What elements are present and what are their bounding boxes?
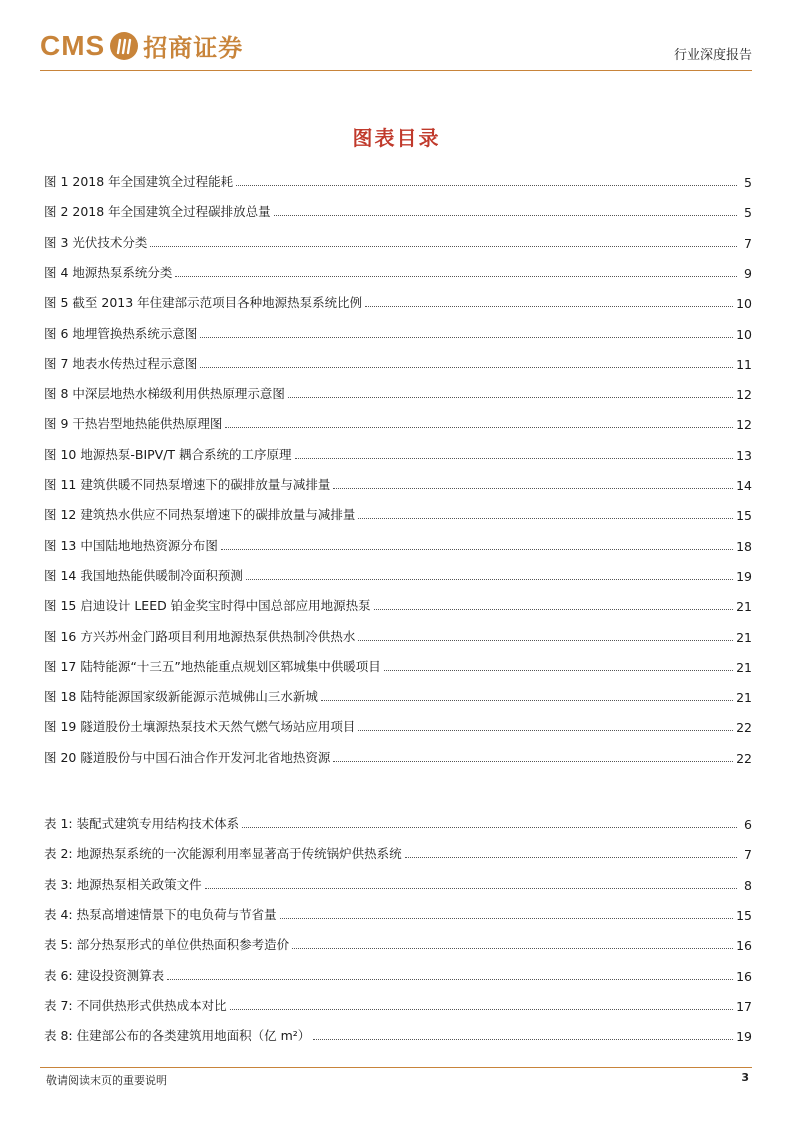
figure-entry-label: 图 10 地源热泵-BIPV/T 耦合系统的工序原理 [44, 446, 292, 462]
figure-entry[interactable] [44, 503, 752, 523]
table-entry-page: 7 [744, 847, 752, 863]
dot-leader [405, 856, 737, 858]
figure-entry-page: 11 [736, 356, 752, 372]
figure-entry-page: 21 [736, 659, 752, 675]
figure-entry[interactable] [44, 564, 752, 584]
figure-entry-page: 15 [736, 508, 752, 524]
table-entry-label: 表 5: 部分热泵形式的单位供热面积参考造价 [44, 937, 290, 953]
table-entry[interactable] [44, 842, 752, 862]
figure-entry-page: 21 [736, 599, 752, 615]
figure-entry[interactable] [44, 322, 752, 342]
figure-entry-label: 图 20 隧道股份与中国石油合作开发河北省地热资源 [44, 749, 331, 765]
figure-entry-label: 图 17 陆特能源“十三五”地热能重点规划区郓城集中供暖项目 [44, 658, 381, 674]
logo-emblem-icon [109, 31, 139, 61]
figure-entry-label: 图 19 隧道股份土壤源热泵技术天然气燃气场站应用项目 [44, 719, 356, 735]
figure-entry-page: 22 [736, 720, 752, 736]
figure-entry-page: 9 [744, 265, 752, 281]
figure-entry-page: 12 [736, 387, 752, 403]
page-number: 3 [741, 1071, 749, 1084]
table-entry[interactable] [44, 933, 752, 953]
table-entry-page: 19 [736, 1029, 752, 1045]
dot-leader [200, 366, 733, 368]
table-entry-page: 8 [744, 877, 752, 893]
dot-leader [150, 245, 737, 247]
figure-entry-label: 图 15 启迪设计 LEED 铂金奖宝时得中国总部应用地源热泵 [44, 598, 371, 614]
figure-entry-page: 10 [736, 296, 752, 312]
dot-leader [313, 1038, 733, 1040]
figure-entry[interactable] [44, 200, 752, 220]
dot-leader [365, 305, 733, 307]
logo-latin-text: CMS [40, 29, 106, 61]
table-entry-label: 表 4: 热泵高增速情景下的电负荷与节省量 [44, 906, 277, 922]
dot-leader [221, 548, 733, 550]
dot-leader [358, 729, 733, 731]
dot-leader [358, 517, 733, 519]
figure-entry[interactable] [44, 261, 752, 281]
table-entry-page: 6 [744, 817, 752, 832]
table-entry-label: 表 6: 建设投资测算表 [44, 967, 165, 983]
figure-entry[interactable] [44, 291, 752, 311]
dot-leader [333, 760, 733, 762]
table-entry-page: 15 [736, 907, 752, 923]
figure-entry[interactable] [44, 655, 752, 675]
figure-entry-label: 图 12 建筑热水供应不同热泵增速下的碳排放量与减排量 [44, 507, 356, 523]
figure-entry-page: 21 [736, 690, 752, 706]
table-entry-page: 16 [736, 938, 752, 954]
figure-entry-label: 图 18 陆特能源国家级新能源示范城佛山三水新城 [44, 689, 318, 705]
table-entry[interactable] [44, 1024, 752, 1044]
figure-entry-page: 18 [736, 538, 752, 554]
dot-leader [295, 457, 734, 459]
table-entry[interactable] [44, 873, 752, 893]
figure-entry[interactable] [44, 685, 752, 705]
dot-leader [225, 426, 733, 428]
table-entry-label: 表 3: 地源热泵相关政策文件 [44, 876, 202, 892]
figure-entry[interactable] [44, 534, 752, 554]
dot-leader [384, 669, 733, 671]
figure-entry-label: 图 7 地表水传热过程示意图 [44, 355, 198, 371]
table-entry[interactable] [44, 964, 752, 984]
logo-chinese-text: 招商证券 [143, 33, 244, 62]
figure-entry-label: 图 16 方兴苏州金门路项目利用地源热泵供热制冷供热水 [44, 628, 356, 644]
dot-leader [246, 578, 733, 580]
dot-leader [205, 887, 737, 889]
figure-entry-label: 图 11 建筑供暖不同热泵增速下的碳排放量与减排量 [44, 477, 331, 492]
dot-leader [200, 336, 733, 338]
table-entry-label: 表 7: 不同供热形式供热成本对比 [44, 997, 227, 1013]
figure-entry-label: 图 8 中深层地热水梯级利用供热原理示意图 [44, 386, 285, 402]
header-divider [40, 70, 752, 71]
figure-entry-page: 22 [736, 750, 752, 766]
table-entry[interactable] [44, 903, 752, 923]
dot-leader [274, 214, 737, 216]
dot-leader [288, 396, 733, 398]
dot-leader [358, 639, 733, 641]
figure-entry-page: 13 [736, 447, 752, 463]
figure-entry-page: 14 [736, 478, 752, 493]
table-entry[interactable] [44, 812, 752, 832]
dot-leader [167, 978, 733, 980]
page-header [40, 22, 752, 72]
table-entry-page: 17 [736, 998, 752, 1014]
figure-entry[interactable] [44, 715, 752, 735]
page-title: 图表目录 [352, 126, 441, 150]
figure-entry-page: 5 [744, 175, 752, 190]
figure-entry[interactable] [44, 352, 752, 372]
figure-entry[interactable] [44, 170, 752, 190]
figure-entry-label: 图 9 干热岩型地热能供热原理图 [44, 416, 223, 432]
figure-entry[interactable] [44, 746, 752, 766]
figure-entry-page: 12 [736, 417, 752, 433]
figure-entry-label: 图 2 2018 年全国建筑全过程碳排放总量 [44, 204, 271, 220]
table-entry-label: 表 8: 住建部公布的各类建筑用地面积（亿 m²） [44, 1028, 311, 1044]
table-entry-label: 表 1: 装配式建筑专用结构技术体系 [44, 816, 240, 831]
figure-entry-page: 19 [736, 568, 752, 584]
figure-entry[interactable] [44, 412, 752, 432]
figure-entry-label: 图 4 地源热泵系统分类 [44, 264, 173, 280]
dot-leader [374, 608, 733, 610]
figure-entry-label: 图 1 2018 年全国建筑全过程能耗 [44, 174, 234, 189]
dot-leader [321, 699, 733, 701]
figure-entry-page: 10 [736, 326, 752, 342]
dot-leader [242, 826, 737, 828]
figure-entry[interactable] [44, 443, 752, 463]
figure-entry-label: 图 14 我国地热能供暖制冷面积预测 [44, 567, 243, 583]
footer-divider [40, 1067, 752, 1068]
dot-leader [236, 184, 737, 186]
figure-entry[interactable] [44, 625, 752, 645]
figure-entry-page: 21 [736, 629, 752, 645]
table-entry-label: 表 2: 地源热泵系统的一次能源利用率显著高于传统锅炉供热系统 [44, 846, 402, 862]
figure-entry-label: 图 6 地埋管换热系统示意图 [44, 325, 198, 341]
table-entry[interactable] [44, 994, 752, 1014]
dot-leader [280, 917, 733, 919]
figure-entry[interactable] [44, 231, 752, 251]
company-logo [40, 28, 243, 63]
figure-entry-page: 5 [744, 205, 752, 221]
figure-entry-label: 图 5 截至 2013 年住建部示范项目各种地源热泵系统比例 [44, 295, 363, 311]
dot-leader [333, 487, 733, 489]
report-type: 行业深度报告 [673, 48, 752, 63]
figure-entry[interactable] [44, 594, 752, 614]
figure-entry-label: 图 3 光伏技术分类 [44, 234, 148, 250]
figure-entry[interactable] [44, 382, 752, 402]
dot-leader [175, 275, 737, 277]
figure-entry-label: 图 13 中国陆地地热资源分布图 [44, 537, 218, 553]
footer-notice: 敬请阅读末页的重要说明 [46, 1074, 167, 1087]
figure-entry[interactable] [44, 473, 752, 493]
dot-leader [230, 1008, 733, 1010]
table-entry-page: 16 [736, 968, 752, 984]
figure-entry-page: 7 [744, 235, 752, 251]
dot-leader [292, 947, 733, 949]
